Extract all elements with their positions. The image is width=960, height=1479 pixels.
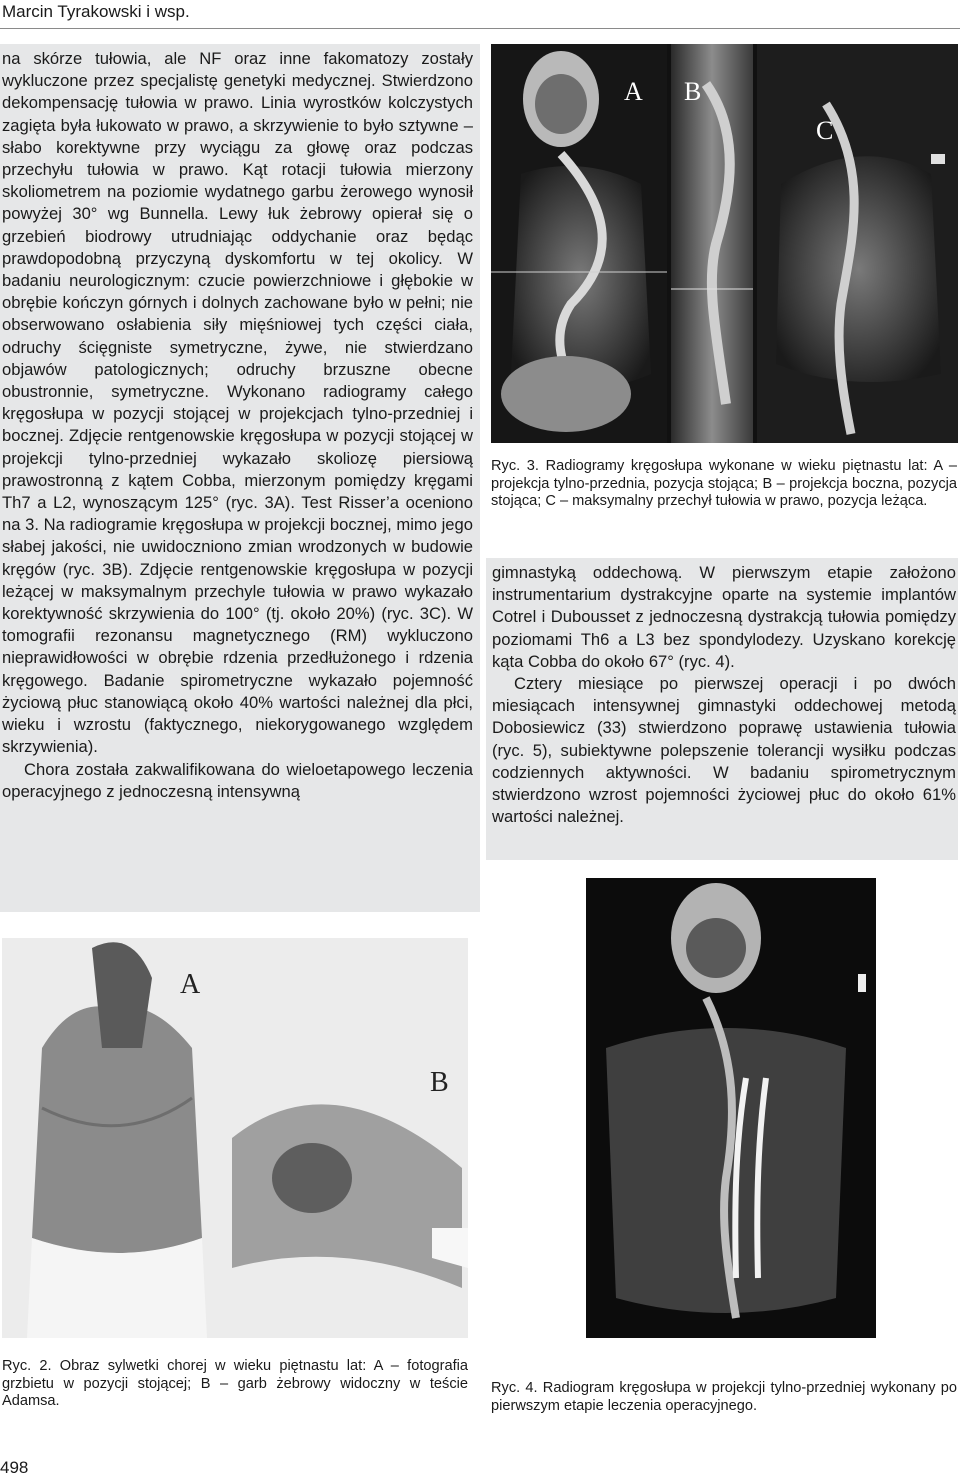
figure-label-c: C (816, 116, 834, 145)
body-paragraph: Chora została zakwalifikowana do wieloetapowego leczenia operacyjnego z jednoczesną intensywną (2, 759, 473, 801)
figure-label-b: B (430, 1067, 449, 1098)
figure-3-caption: Ryc. 3. Radiogramy kręgosłupa wykonane w wieku piętnastu lat: A – projekcja tylno-przednia, pozycja stojąca; B – projekcja boczna, pozycja stojąca; C – maksymalny przechył tułowia w prawo, pozycja leżąca. (491, 458, 957, 510)
figure-3-radiographs (491, 44, 958, 443)
page-number: 498 (0, 1458, 29, 1477)
figure-2-patient-photos (2, 938, 468, 1338)
xray-panel-c (757, 44, 958, 443)
figure-4-postoperative-radiograph (586, 878, 876, 1338)
running-title: Marcin Tyrakowski i wsp. (2, 2, 190, 21)
running-header (0, 0, 960, 29)
body-paragraph: na skórze tułowia, ale NF oraz inne fakomatozy zostały wykluczone przez specjalistę genetyki medycznej. Stwierdzono dekompensację tułowia w prawo. Linia wyrostków kolczystych zagięta była łukowato w prawo, a skrzywienie to było sztywne – słabo korektywne przy wyciągu za głowę oraz podczas przechyłu tułowia w prawo. Kąt rotacji tułowia mierzony skoliometrem na poziomie wydatnego garbu żerowego wynosił powyżej 30° wg Bunnella. Lewy łuk żebrowy opierał się o grzebień biodrowy utrudniając oddychanie oraz będąc prawdopodobną przyczyną dyskomfortu w tej okolicy. W badaniu neurologicznym: czucie powierzchniowe i głębokie w obrębie kończyn górnych i dolnych zachowane było w pełni; nie obserwowano osłabienia siły mięśniowej tych części ciała, odruchy ścięgniste symetryczne, żywe, nie stwierdzano objawów patologicznych; odruchy brzuszne obecne obustronnie, symetryczne. Wykonano radiogramy całego kręgosłupa w pozycji stojącej w projekcjach tylno-przedniej i bocznej. Zdjęcie rentgenowskie kręgosłupa w pozycji stojącej w projekcji tylno-przedniej wykazało skoliozę piersiową prawostronną z kątem Cobba, mierzonym pomiędzy kręgami Th7 a L2, wynoszącym 125° (ryc. 3A). Test Risser’a oceniono na 3. Na radiogramie kręgosłupa w projekcji bocznej, mimo jego słabej jakości, nie uwidoczniono zmian wrodzonych w budowie kręgów (ryc. 3B). Zdjęcie rentgenowskie kręgosłupa w pozycji leżącej w maksymalnym przechyle tułowia w prawo wykazało korektywność skrzywienia do 100° (tj. około 20%) (ryc. 3C). W tomografii rezonansu magnetycznego (RM) wykluczono nieprawidłowości w obrębie rdzenia przedłużonego i rdzenia kręgowego. Badanie spirometryczne wykazało pojemność życiową płuc stanowiącą około 40% wartości należnej dla płci, wieku i wzrostu (faktycznego, niekorygowanego względem skrzywienia). (2, 49, 473, 757)
figure-label-a: A (180, 969, 201, 1000)
body-paragraph: gimnastyką oddechową. W pierwszym etapie założono instrumentarium dystrakcyjne oparte na systemie implantów Cotrel i Dubousset z jednoczesną dystrakcją tułowia pomiędzy poziomami Th6 a L3 bez spondylodezy. Uzyskano korekcję kąta Cobba do około 67° (ryc. 4). (492, 563, 956, 671)
left-text-column (0, 44, 480, 912)
figure-4-caption: Ryc. 4. Radiogram kręgosłupa w projekcji tylno-przedniej wykonany po pierwszym etapie leczenia operacyjnego. (491, 1380, 957, 1414)
figure-label-a: A (624, 77, 643, 106)
figure-label-b: B (684, 77, 702, 106)
body-paragraph: Cztery miesiące po pierwszej operacji i po dwóch miesiącach intensywnej gimnastyki oddechowej metodą Dobosiewicz (33) stwierdzono poprawę ustawienia tułowia (ryc. 5), subiektywne polepszenie tolerancji wysiłku podczas codziennych aktywności. W badaniu spirometrycznym stwierdzono wzrost pojemności życiowej płuc do około 61% wartości należnej. (492, 674, 956, 827)
figure-2-caption: Ryc. 2. Obraz sylwetki chorej w wieku piętnastu lat: A – fotografia grzbietu w pozycji stojącej; B – garb żebrowy widoczny w teście Adamsa. (2, 1358, 468, 1410)
right-text-column (486, 558, 958, 860)
marker-arrow-icon (858, 974, 866, 992)
